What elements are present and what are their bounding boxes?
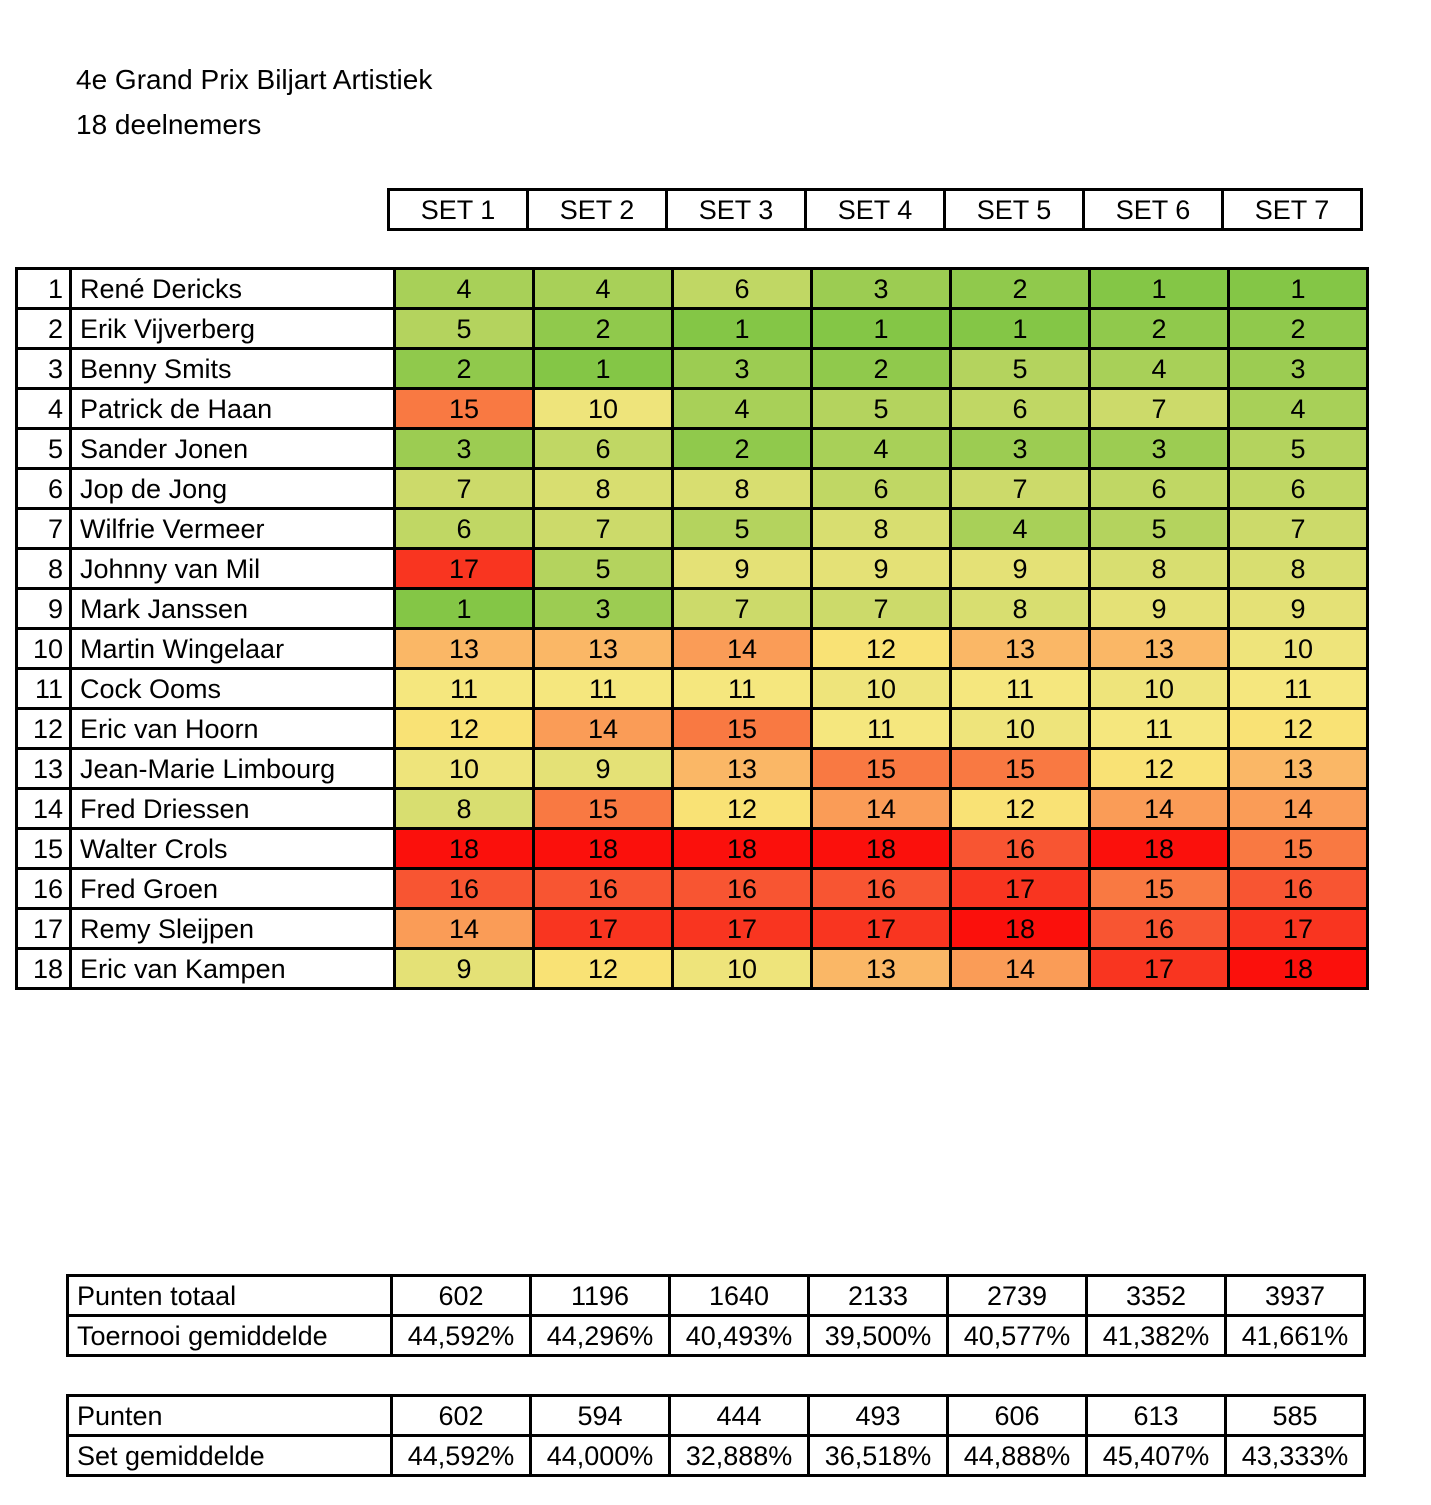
table-row [17,589,1368,629]
result-cell: 13 [1090,629,1229,669]
result-cell: 15 [1229,829,1368,869]
result-cell: 11 [395,669,534,709]
player-name: René Dericks [71,269,395,309]
summary-totals-body [68,1276,1365,1356]
result-cell: 4 [395,269,534,309]
results-table-body [17,269,1368,989]
set-header-cell: SET 7 [1223,190,1362,230]
summary-label: Toernooi gemiddelde [68,1316,392,1356]
result-cell: 16 [1229,869,1368,909]
table-row [17,909,1368,949]
player-rank: 9 [17,589,71,629]
table-row [17,309,1368,349]
set-header-cell: SET 3 [667,190,806,230]
result-cell: 7 [673,589,812,629]
result-cell: 13 [951,629,1090,669]
summary-value: 44,296% [531,1316,670,1356]
player-name: Remy Sleijpen [71,909,395,949]
result-cell: 4 [951,509,1090,549]
result-cell: 6 [395,509,534,549]
result-cell: 12 [534,949,673,989]
player-rank: 2 [17,309,71,349]
result-cell: 16 [673,869,812,909]
result-cell: 9 [951,549,1090,589]
result-cell: 9 [1229,589,1368,629]
result-cell: 2 [673,429,812,469]
player-rank: 17 [17,909,71,949]
table-row [17,269,1368,309]
result-cell: 17 [812,909,951,949]
result-cell: 7 [812,589,951,629]
summary-value: 45,407% [1087,1436,1226,1476]
result-cell: 7 [1090,389,1229,429]
table-row [17,709,1368,749]
result-cell: 11 [1090,709,1229,749]
result-cell: 2 [534,309,673,349]
result-cell: 8 [1090,549,1229,589]
player-name: Benny Smits [71,349,395,389]
result-cell: 9 [1090,589,1229,629]
summary-value: 444 [670,1396,809,1436]
result-cell: 7 [1229,509,1368,549]
result-cell: 15 [534,789,673,829]
player-rank: 3 [17,349,71,389]
result-cell: 8 [812,509,951,549]
player-rank: 6 [17,469,71,509]
result-cell: 17 [395,549,534,589]
result-cell: 2 [812,349,951,389]
result-cell: 4 [1090,349,1229,389]
result-cell: 5 [1229,429,1368,469]
summary-value: 43,333% [1226,1436,1365,1476]
player-name: Cock Ooms [71,669,395,709]
player-rank: 12 [17,709,71,749]
result-cell: 1 [951,309,1090,349]
summary-totals-table [66,1274,1366,1357]
table-row [17,549,1368,589]
table-row [17,749,1368,789]
summary-row [68,1316,1365,1356]
table-row [17,949,1368,989]
result-cell: 6 [1090,469,1229,509]
result-cell: 7 [951,469,1090,509]
result-cell: 6 [951,389,1090,429]
result-cell: 14 [812,789,951,829]
player-name: Johnny van Mil [71,549,395,589]
result-cell: 11 [534,669,673,709]
set-header-cell: SET 2 [528,190,667,230]
result-cell: 10 [1090,669,1229,709]
player-name: Patrick de Haan [71,389,395,429]
result-cell: 1 [1229,269,1368,309]
result-cell: 3 [673,349,812,389]
summary-row [68,1436,1365,1476]
result-cell: 13 [673,749,812,789]
table-row [17,349,1368,389]
player-rank: 18 [17,949,71,989]
result-cell: 18 [534,829,673,869]
result-cell: 5 [951,349,1090,389]
result-cell: 14 [951,949,1090,989]
result-cell: 6 [534,429,673,469]
result-cell: 8 [534,469,673,509]
result-cell: 17 [951,869,1090,909]
result-cell: 13 [812,949,951,989]
summary-value: 36,518% [809,1436,948,1476]
result-cell: 6 [673,269,812,309]
result-cell: 17 [534,909,673,949]
player-name: Jop de Jong [71,469,395,509]
summary-value: 613 [1087,1396,1226,1436]
summary-value: 1196 [531,1276,670,1316]
result-cell: 14 [1090,789,1229,829]
summary-value: 44,888% [948,1436,1087,1476]
result-cell: 12 [812,629,951,669]
result-cell: 8 [1229,549,1368,589]
player-rank: 16 [17,869,71,909]
summary-value: 602 [392,1396,531,1436]
result-cell: 12 [673,789,812,829]
result-cell: 11 [1229,669,1368,709]
result-cell: 5 [812,389,951,429]
summary-row [68,1276,1365,1316]
table-row [17,789,1368,829]
result-cell: 1 [673,309,812,349]
result-cell: 11 [951,669,1090,709]
summary-value: 2133 [809,1276,948,1316]
player-name: Jean-Marie Limbourg [71,749,395,789]
summary-value: 39,500% [809,1316,948,1356]
result-cell: 15 [951,749,1090,789]
summary-sets-table [66,1394,1366,1477]
result-cell: 5 [1090,509,1229,549]
table-row [17,389,1368,429]
summary-value: 606 [948,1396,1087,1436]
summary-value: 41,382% [1087,1316,1226,1356]
result-cell: 12 [1229,709,1368,749]
table-row [17,829,1368,869]
result-cell: 1 [1090,269,1229,309]
result-cell: 11 [673,669,812,709]
result-cell: 8 [951,589,1090,629]
result-cell: 1 [534,349,673,389]
summary-value: 493 [809,1396,948,1436]
player-rank: 11 [17,669,71,709]
summary-label: Punten [68,1396,392,1436]
result-cell: 15 [395,389,534,429]
table-row [17,669,1368,709]
summary-value: 32,888% [670,1436,809,1476]
result-cell: 18 [812,829,951,869]
table-row [17,429,1368,469]
result-cell: 9 [395,949,534,989]
result-cell: 13 [395,629,534,669]
result-cell: 2 [951,269,1090,309]
result-cell: 17 [1090,949,1229,989]
result-cell: 8 [673,469,812,509]
result-cell: 17 [1229,909,1368,949]
player-rank: 13 [17,749,71,789]
player-name: Eric van Hoorn [71,709,395,749]
result-cell: 10 [673,949,812,989]
result-cell: 13 [534,629,673,669]
result-cell: 10 [1229,629,1368,669]
result-cell: 3 [534,589,673,629]
result-cell: 15 [1090,869,1229,909]
summary-value: 602 [392,1276,531,1316]
summary-value: 40,577% [948,1316,1087,1356]
result-cell: 14 [395,909,534,949]
summary-value: 1640 [670,1276,809,1316]
player-rank: 4 [17,389,71,429]
summary-value: 594 [531,1396,670,1436]
result-cell: 10 [812,669,951,709]
set-header-cell: SET 6 [1084,190,1223,230]
page-title: 4e Grand Prix Biljart Artistiek [76,64,433,95]
result-cell: 18 [673,829,812,869]
result-cell: 18 [1229,949,1368,989]
summary-value: 44,592% [392,1316,531,1356]
table-row [17,509,1368,549]
player-rank: 8 [17,549,71,589]
result-cell: 1 [812,309,951,349]
summary-row [68,1396,1365,1436]
player-name: Fred Driessen [71,789,395,829]
set-header-row [389,190,1362,230]
summary-value: 2739 [948,1276,1087,1316]
player-name: Eric van Kampen [71,949,395,989]
result-cell: 3 [1229,349,1368,389]
result-cell: 17 [673,909,812,949]
result-cell: 14 [534,709,673,749]
result-cell: 12 [951,789,1090,829]
result-cell: 2 [1090,309,1229,349]
result-cell: 13 [1229,749,1368,789]
table-row [17,869,1368,909]
participant-count: 18 deelnemers [76,109,262,140]
summary-value: 41,661% [1226,1316,1365,1356]
result-cell: 10 [395,749,534,789]
result-cell: 5 [395,309,534,349]
result-cell: 12 [1090,749,1229,789]
result-cell: 9 [534,749,673,789]
result-cell: 14 [673,629,812,669]
result-cell: 2 [395,349,534,389]
player-name: Sander Jonen [71,429,395,469]
result-cell: 15 [673,709,812,749]
set-header-table [387,188,1363,231]
player-rank: 15 [17,829,71,869]
table-row [17,469,1368,509]
result-cell: 8 [395,789,534,829]
result-cell: 10 [534,389,673,429]
result-cell: 14 [1229,789,1368,829]
result-cell: 5 [673,509,812,549]
result-cell: 11 [812,709,951,749]
set-header-cell: SET 5 [945,190,1084,230]
player-name: Mark Janssen [71,589,395,629]
result-cell: 3 [1090,429,1229,469]
result-cell: 16 [812,869,951,909]
result-cell: 16 [395,869,534,909]
result-cell: 6 [1229,469,1368,509]
result-cell: 16 [534,869,673,909]
summary-value: 40,493% [670,1316,809,1356]
result-cell: 18 [951,909,1090,949]
set-header-cell: SET 1 [389,190,528,230]
result-cell: 3 [812,269,951,309]
result-cell: 18 [395,829,534,869]
set-header-cell: SET 4 [806,190,945,230]
player-rank: 14 [17,789,71,829]
result-cell: 3 [951,429,1090,469]
summary-value: 3352 [1087,1276,1226,1316]
summary-value: 44,000% [531,1436,670,1476]
result-cell: 9 [812,549,951,589]
table-row [17,629,1368,669]
result-cell: 7 [534,509,673,549]
result-cell: 4 [1229,389,1368,429]
summary-value: 3937 [1226,1276,1365,1316]
result-cell: 18 [1090,829,1229,869]
summary-label: Punten totaal [68,1276,392,1316]
result-cell: 1 [395,589,534,629]
result-cell: 4 [673,389,812,429]
result-cell: 5 [534,549,673,589]
player-name: Martin Wingelaar [71,629,395,669]
player-rank: 5 [17,429,71,469]
result-cell: 10 [951,709,1090,749]
result-cell: 4 [812,429,951,469]
player-rank: 7 [17,509,71,549]
player-rank: 1 [17,269,71,309]
result-cell: 3 [395,429,534,469]
summary-sets-body [68,1396,1365,1476]
result-cell: 15 [812,749,951,789]
summary-value: 44,592% [392,1436,531,1476]
result-cell: 16 [1090,909,1229,949]
player-rank: 10 [17,629,71,669]
result-cell: 9 [673,549,812,589]
result-cell: 4 [534,269,673,309]
player-name: Wilfrie Vermeer [71,509,395,549]
result-cell: 6 [812,469,951,509]
results-table [15,267,1369,990]
summary-label: Set gemiddelde [68,1436,392,1476]
summary-value: 585 [1226,1396,1365,1436]
player-name: Erik Vijverberg [71,309,395,349]
result-cell: 2 [1229,309,1368,349]
player-name: Walter Crols [71,829,395,869]
result-cell: 12 [395,709,534,749]
player-name: Fred Groen [71,869,395,909]
result-cell: 7 [395,469,534,509]
result-cell: 16 [951,829,1090,869]
